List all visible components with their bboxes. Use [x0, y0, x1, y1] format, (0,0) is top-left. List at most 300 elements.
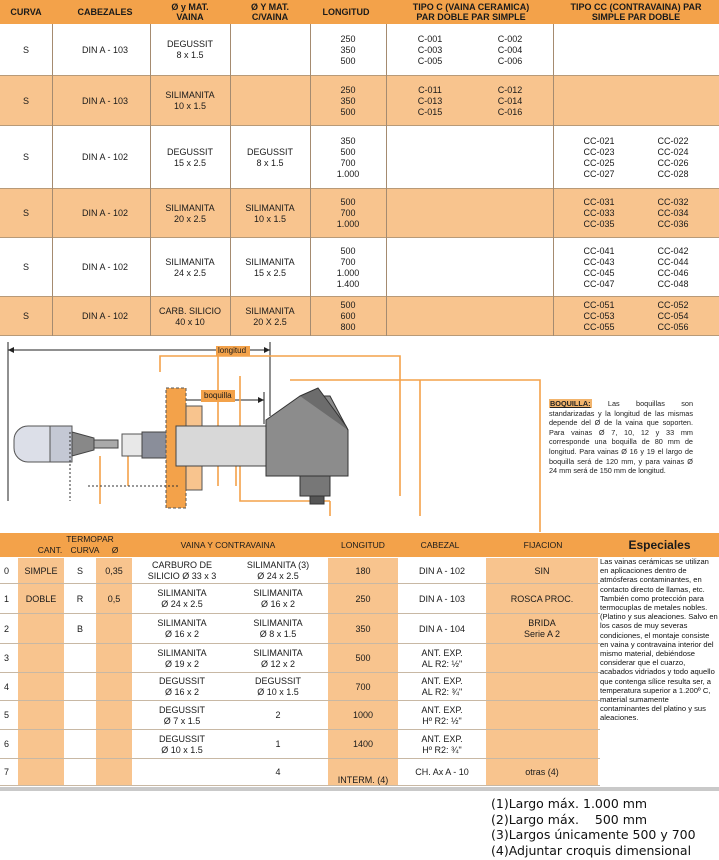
longitud-cell: [310, 238, 386, 297]
tipo-cc-simple-cell-line: CC-047: [583, 278, 615, 289]
footer-band: [0, 787, 719, 791]
longitud-cell-line: 1.000: [336, 168, 360, 179]
diam-cell: [96, 644, 132, 673]
vaina-cell: [150, 297, 230, 336]
longitud-cell-line: 250: [340, 33, 356, 44]
table-row: [0, 701, 600, 730]
note-2: (2)Largo máx. 500 mm: [491, 811, 648, 827]
table-row: [0, 644, 600, 673]
tipo-c-doble-cell: [400, 24, 460, 76]
tipo-c-simple-cell: [480, 24, 540, 76]
longitud-cell-line: 800: [340, 322, 356, 332]
vaina-cell-line: DEGUSSIT: [158, 676, 205, 686]
tipo-cc-simple-cell-line: CC-035: [583, 219, 615, 229]
header-text: PAR DOBLE PAR SIMPLE: [416, 12, 526, 22]
cabezal-cell: [400, 558, 484, 584]
column-divider: [553, 24, 554, 336]
longitud-cell: [310, 126, 386, 189]
cvaina-cell: [230, 24, 310, 76]
table-row: [0, 297, 719, 336]
vaina-cell-line: SILIMANITA: [165, 256, 215, 267]
cabezal-cell: DIN A - 102: [81, 262, 129, 272]
cant-cell: [18, 644, 64, 673]
table-row: [0, 673, 600, 701]
contravaina-cell-line: Ø 24 x 2.5: [257, 571, 299, 581]
tipo-cc-simple-cell-line: CC-033: [583, 208, 615, 218]
cvaina-cell-line: 20 X 2.5: [253, 316, 287, 327]
tipo-cc-doble-cell-line: CC-042: [657, 245, 689, 256]
header-cabezales: CABEZALES: [77, 7, 133, 17]
cant-cell: SIMPLE: [24, 565, 58, 576]
diam-cell: [96, 730, 132, 759]
cabezal-cell-line: ANT. EXP.: [421, 704, 463, 715]
tipo-c-simple-cell: [480, 126, 540, 189]
cabezal-cell: [400, 644, 484, 673]
vaina-cell-line: 8 x 1.5: [176, 50, 204, 60]
diam-cell: [96, 759, 132, 786]
vaina-cell-line: Ø 16 x 2: [164, 687, 200, 697]
header-fijacion: FIJACION: [523, 540, 563, 550]
fijacion-cell-line: BRIDA: [528, 618, 556, 628]
curva-cell: [64, 730, 96, 759]
tipo-c-simple-cell-line: C-016: [497, 106, 523, 117]
tipo-cc-doble-cell: [642, 297, 704, 336]
cant-cell: [18, 759, 64, 786]
contravaina-cell-line: Ø 16 x 2: [260, 599, 296, 609]
curva-cell: S: [22, 152, 29, 162]
table-row: [0, 126, 719, 189]
tipo-cc-simple-cell-line: CC-041: [583, 245, 615, 256]
tipo-cc-simple-cell-line: CC-027: [583, 168, 615, 179]
tipo-cc-simple-cell: [568, 189, 630, 238]
table-row: [0, 76, 719, 126]
tipo-cc-doble-cell-line: CC-054: [657, 311, 689, 321]
tipo-cc-doble-cell-line: CC-026: [657, 157, 689, 168]
vaina-cell: [150, 76, 230, 126]
longitud-cell: 350: [355, 623, 371, 634]
column-divider: [230, 24, 231, 336]
tipo-cc-doble-cell: [642, 24, 704, 76]
longitud-cell-line: 500: [340, 197, 356, 207]
longitud-cell-line: 350: [340, 44, 356, 55]
vaina-cell-line: DEGUSSIT: [166, 39, 213, 49]
longitud-cell: [310, 76, 386, 126]
header-especiales: Especiales: [600, 533, 719, 557]
tipo-cc-doble-cell-line: CC-056: [657, 322, 689, 332]
contravaina-cell-line: SILIMANITA: [253, 647, 303, 658]
tipo-cc-simple-cell-line: CC-021: [583, 135, 615, 146]
curva-cell: [64, 673, 96, 701]
table-row: [0, 759, 600, 786]
longitud-cell: [310, 297, 386, 336]
cabezal-cell: DIN A - 103: [81, 44, 129, 55]
cvaina-cell-line: DEGUSSIT: [246, 146, 293, 157]
cabezal-cell-line: Hº R2: ½": [422, 715, 462, 726]
tipo-cc-doble-cell-line: CC-036: [657, 219, 689, 229]
fijacion-cell: [486, 558, 598, 584]
cabezal-cell: [400, 584, 484, 614]
curva-cell: S: [22, 44, 29, 55]
curva-cell: B: [76, 623, 83, 634]
note-1: (1)Largo máx. 1.000 mm: [491, 796, 648, 811]
tipo-cc-doble-cell-line: CC-044: [657, 256, 689, 267]
header-text: TIPO CC (CONTRAVAINA) PAR: [570, 2, 702, 12]
vaina-cell: [136, 584, 228, 614]
cabezal-cell: [400, 701, 484, 730]
vaina-cell: [150, 189, 230, 238]
contravaina-cell: [230, 614, 326, 644]
tipo-cc-simple-cell: [568, 76, 630, 126]
vaina-cell-line: 10 x 1.5: [173, 101, 207, 111]
vaina-cell: [136, 644, 228, 673]
cabezal-cell: DIN A - 102: [81, 311, 129, 321]
header-text: Ø Y MAT.: [250, 2, 289, 12]
column-divider: [52, 24, 53, 336]
contravaina-cell-line: Ø 10 x 1.5: [257, 687, 299, 697]
tipo-c-simple-cell-line: C-002: [497, 33, 523, 44]
tipo-cc-simple-cell: [568, 297, 630, 336]
header-vaina-contravaina: VAINA Y CONTRAVAINA: [180, 540, 276, 550]
fijacion-cell: [486, 701, 598, 730]
curva-cell: [64, 644, 96, 673]
header-curva: CURVA: [70, 545, 100, 555]
vaina-cell-line: Ø 19 x 2: [164, 658, 200, 669]
cant-cell: DOBLE: [25, 593, 57, 604]
longitud-cell: 1400: [352, 739, 374, 749]
cabezal-cell-line: DIN A - 102: [418, 565, 466, 576]
longitud-cell: 500: [355, 653, 371, 663]
cvaina-cell: [230, 238, 310, 297]
cabezal-cell: [400, 673, 484, 701]
vaina-cell-line: 15 x 2.5: [173, 157, 207, 168]
tipo-cc-doble-cell: [642, 76, 704, 126]
header-curva: CURVA: [10, 7, 42, 17]
tipo-c-doble-cell-line: C-001: [417, 33, 443, 44]
contravaina-cell-line: SILIMANITA: [253, 588, 303, 598]
tipo-c-simple-cell: [480, 297, 540, 336]
vaina-cell: [150, 238, 230, 297]
fijacion-cell: [486, 644, 598, 673]
tipo-c-simple-cell: [480, 76, 540, 126]
column-divider: [150, 24, 151, 336]
vaina-cell: [136, 558, 228, 584]
cabezal-cell: DIN A - 103: [81, 95, 129, 106]
tipo-c-simple-cell-line: C-014: [497, 95, 523, 106]
fijacion-cell-line: SIN: [534, 565, 550, 576]
tipo-cc-simple-cell-line: CC-055: [583, 322, 615, 332]
vaina-cell-line: SILIMANITA: [165, 90, 215, 100]
longitud-cell: 250: [355, 593, 371, 604]
curva-cell: S: [22, 208, 29, 218]
tipo-cc-simple-cell-line: CC-023: [583, 146, 615, 157]
cabezal-cell-line: DIN A - 103: [418, 593, 466, 604]
contravaina-cell: [230, 701, 326, 730]
tipo-cc-simple-cell: [568, 126, 630, 189]
tipo-cc-doble-cell-line: CC-028: [657, 168, 689, 179]
tipo-cc-simple-cell-line: CC-051: [583, 300, 615, 310]
tipo-cc-simple-cell-line: CC-025: [583, 157, 615, 168]
vaina-cell: [150, 126, 230, 189]
cvaina-cell: [230, 297, 310, 336]
longitud-cell: [310, 24, 386, 76]
tipo-c-doble-cell: [400, 76, 460, 126]
fijacion-cell: [486, 673, 598, 701]
row-number-cell: 3: [4, 653, 10, 663]
longitud-cell-line: 350: [340, 95, 356, 106]
cvaina-cell: [230, 76, 310, 126]
header-mat-cvaina: [230, 2, 310, 22]
vaina-cell-line: Ø 24 x 2.5: [161, 599, 203, 609]
tipo-cc-simple-cell-line: CC-053: [583, 311, 615, 321]
contravaina-cell: [230, 644, 326, 673]
tipo-c-simple-cell-line: C-012: [497, 84, 523, 95]
row-number-cell: 5: [4, 710, 10, 720]
tipo-c-doble-cell-line: C-005: [417, 55, 443, 66]
column-divider: [386, 24, 387, 336]
label-longitud: longitud: [218, 346, 247, 355]
tipo-cc-simple-cell: [568, 238, 630, 297]
header-text: TIPO C (VAINA CERAMICA): [412, 2, 530, 12]
longitud-cell: INTERM. (4): [337, 775, 389, 785]
row-number-cell: 7: [4, 767, 10, 777]
header-text: VAINA: [176, 12, 204, 22]
header-diam: Ø: [111, 545, 119, 555]
contravaina-cell-line: 2: [275, 710, 281, 720]
longitud-cell-line: 1.400: [336, 278, 360, 289]
header-longitud: LONGITUD: [322, 7, 370, 17]
tipo-c-doble-cell: [400, 189, 460, 238]
header-tipo-cc: [553, 2, 719, 22]
cvaina-cell-line: 10 x 1.5: [253, 213, 287, 224]
vaina-cell-line: DEGUSSIT: [166, 146, 213, 157]
header-tipo-c: [390, 2, 552, 22]
boquilla-body: Las boquillas son standarizadas y la longitud de las mismas depende del Ø de la vaina que soporten. Para vainas Ø 7, 10, 12 y 33 mm corresponde una boquilla de 80 mm de longitud. Para vainas Ø 16 y 19 el largo de boquilla será de 120 mm, y para vainas Ø 24 mm será de 150 mm de longitud.: [549, 399, 693, 476]
longitud-cell-line: 350: [340, 135, 356, 146]
tipo-c-doble-cell: [400, 238, 460, 297]
contravaina-cell-line: Ø 12 x 2: [260, 658, 296, 669]
tipo-c-simple-cell-line: C-006: [497, 55, 523, 66]
cvaina-cell: [230, 126, 310, 189]
cabezal-cell-line: AL R2: ½": [421, 658, 463, 669]
cabezal-cell: [400, 759, 484, 786]
tipo-cc-simple-cell-line: CC-031: [583, 197, 615, 207]
cabezal-cell-line: DIN A - 104: [418, 623, 466, 634]
fijacion-cell: [486, 730, 598, 759]
contravaina-cell: [230, 759, 326, 786]
header-text: C/VAINA: [251, 12, 289, 22]
tipo-cc-simple-cell: [568, 24, 630, 76]
tipo-c-simple-cell: [480, 189, 540, 238]
cabezal-cell: [400, 730, 484, 759]
cabezal-cell-line: AL R2: ¾": [421, 687, 463, 697]
curva-cell: S: [22, 95, 29, 106]
boquilla-title: BOQUILLA:: [550, 399, 591, 408]
vaina-cell: [150, 24, 230, 76]
tipo-cc-doble-cell: [642, 189, 704, 238]
diam-cell: [96, 673, 132, 701]
tipo-c-doble-cell-line: C-003: [417, 44, 443, 55]
tipo-cc-doble-cell-line: CC-034: [657, 208, 689, 218]
curva-cell: R: [76, 593, 84, 604]
curva-cell: [64, 701, 96, 730]
tipo-cc-doble-cell: [642, 238, 704, 297]
diam-cell: [96, 614, 132, 644]
contravaina-cell-line: DEGUSSIT: [254, 676, 301, 686]
cvaina-cell-line: SILIMANITA: [245, 202, 295, 213]
row-number-cell: 4: [4, 681, 10, 692]
table-row: [0, 24, 719, 76]
contravaina-cell-line: 1: [275, 739, 281, 749]
vaina-cell-line: DEGUSSIT: [158, 733, 205, 744]
cabezal-cell-line: ANT. EXP.: [421, 647, 463, 658]
fijacion-cell: [486, 614, 598, 644]
row-number-cell: 0: [4, 565, 10, 576]
contravaina-cell: [230, 584, 326, 614]
vaina-cell-line: 20 x 2.5: [173, 213, 207, 224]
cabezal-cell-line: ANT. EXP.: [421, 676, 463, 686]
vaina-cell: [136, 614, 228, 644]
curva-cell: S: [22, 311, 29, 321]
note-3: (3)Largos únicamente 500 y 700: [491, 827, 696, 843]
longitud-cell: 700: [355, 681, 371, 692]
header-cant: CANT.: [37, 545, 63, 555]
vaina-cell-line: SILIMANITA: [157, 618, 207, 628]
boquilla-description: [549, 399, 693, 476]
contravaina-cell-line: Ø 8 x 1.5: [259, 629, 297, 639]
vaina-cell-line: CARB. SILICIO: [158, 305, 221, 316]
vaina-cell: [136, 759, 228, 786]
cant-cell: [18, 701, 64, 730]
cant-cell: [18, 730, 64, 759]
table-row: [0, 730, 600, 759]
table-row: [0, 584, 600, 614]
note-4: (4)Adjuntar croquis dimensional: [491, 842, 692, 858]
header-text: SIMPLE PAR DOBLE: [591, 12, 681, 22]
longitud-cell-line: 500: [340, 245, 356, 256]
cvaina-cell-line: SILIMANITA: [245, 256, 295, 267]
longitud-cell-line: 600: [340, 311, 356, 321]
label-boquilla: boquilla: [204, 391, 232, 400]
cabezal-cell-line: CH. Ax A - 10: [415, 767, 469, 777]
vaina-cell-line: CARBURO DE: [151, 560, 212, 570]
longitud-cell-line: 1.000: [336, 267, 360, 278]
longitud-cell: 1000: [352, 710, 374, 720]
cabezal-cell: DIN A - 102: [81, 152, 129, 162]
header-text: Ø y MAT.: [171, 2, 209, 12]
tipo-c-doble-cell-line: C-015: [417, 106, 443, 117]
header-mat-vaina: [150, 2, 230, 22]
longitud-cell-line: 500: [340, 55, 356, 66]
longitud-cell-line: 500: [340, 300, 356, 310]
vaina-cell-line: Ø 7 x 1.5: [163, 715, 201, 726]
especiales-description: Las vainas cerámicas se utilizan en aplicaciones dentro de atmósferas contaminantes, en contacto directo de llamas, etc. También como protección para termocuplas de metales nobles.(Platino y sus aleaciones. Salvo en los casos de muy severas condiciones, el montaje consiste en vaina y contravaina interior del mismo material, debiéndose considerar que el cuarzo, acabados vidriados y todo aquello que contenga sílice resulta ser, a temperatura superior a 1.200º C, material sumamente contaminantes del platino y sus aleaciones.: [600, 557, 718, 723]
cant-cell: [18, 614, 64, 644]
vaina-cell-line: Ø 10 x 1.5: [161, 744, 203, 755]
column-divider: [310, 24, 311, 336]
tipo-cc-doble-cell-line: CC-052: [657, 300, 689, 310]
longitud-cell-line: 500: [340, 106, 356, 117]
notes: [491, 796, 696, 858]
row-number-cell: 2: [4, 623, 10, 634]
vaina-cell-line: Ø 16 x 2: [164, 629, 200, 639]
contravaina-cell-line: SILIMANITA: [253, 618, 303, 628]
tipo-c-doble-cell-line: C-013: [417, 95, 443, 106]
curva-cell: S: [22, 262, 29, 272]
longitud-cell-line: 250: [340, 84, 356, 95]
table-row: [0, 614, 600, 644]
row-divider: [0, 785, 600, 786]
cabezal-cell-line: ANT. EXP.: [421, 733, 463, 744]
longitud-cell-line: 700: [340, 157, 356, 168]
cvaina-cell: [230, 189, 310, 238]
tipo-cc-doble-cell: [642, 126, 704, 189]
longitud-cell-line: 700: [340, 256, 356, 267]
contravaina-cell-line: 4: [275, 767, 281, 777]
tipo-cc-doble-cell-line: CC-022: [657, 135, 689, 146]
vaina-cell-line: DEGUSSIT: [158, 704, 205, 715]
longitud-cell-line: 500: [340, 146, 356, 157]
tipo-cc-simple-cell-line: CC-043: [583, 256, 615, 267]
contravaina-cell: [230, 558, 326, 584]
vaina-cell-line: SILIMANITA: [157, 647, 207, 658]
vaina-cell-line: 40 x 10: [175, 316, 205, 327]
table-row: [0, 189, 719, 238]
tipo-c-doble-cell: [400, 297, 460, 336]
contravaina-cell: [230, 673, 326, 701]
vaina-cell: [136, 673, 228, 701]
contravaina-cell: [230, 730, 326, 759]
longitud-cell: 180: [355, 565, 371, 576]
tipo-c-simple-cell-line: C-004: [497, 44, 523, 55]
fijacion-cell-line: ROSCA PROC.: [510, 593, 574, 604]
longitud-cell-line: 1.000: [336, 219, 360, 229]
cabezal-cell-line: Hº R2: ¾": [422, 744, 462, 755]
fijacion-cell: [486, 584, 598, 614]
cvaina-cell-line: 8 x 1.5: [256, 157, 284, 168]
cvaina-cell-line: SILIMANITA: [245, 305, 295, 316]
tipo-c-simple-cell: [480, 238, 540, 297]
cant-cell: [18, 673, 64, 701]
table-row: [0, 238, 719, 297]
fijacion-cell: [486, 759, 598, 786]
longitud-cell: [310, 189, 386, 238]
contravaina-cell-line: SILIMANITA (3): [246, 560, 310, 570]
tipo-c-doble-cell-line: C-011: [418, 84, 442, 95]
cabezal-cell: [400, 614, 484, 644]
tipo-cc-doble-cell-line: CC-032: [657, 197, 689, 207]
tipo-cc-doble-cell-line: CC-048: [657, 278, 689, 289]
header-termopar: TERMOPAR: [66, 534, 114, 544]
tipo-cc-simple-cell-line: CC-045: [583, 267, 615, 278]
tipo-c-doble-cell: [400, 126, 460, 189]
cabezal-cell: DIN A - 102: [81, 208, 129, 218]
fijacion-cell-line: Serie A 2: [523, 629, 561, 639]
cvaina-cell-line: 15 x 2.5: [253, 267, 287, 278]
diam-cell: [96, 701, 132, 730]
diam-cell: 0,35: [105, 565, 123, 576]
vaina-cell: [136, 730, 228, 759]
vaina-cell-line: SILIMANITA: [165, 202, 215, 213]
fijacion-cell-line: otras (4): [525, 767, 559, 777]
diam-cell: 0,5: [107, 593, 121, 604]
header-cabezal: CABEZAL: [420, 540, 460, 550]
curva-cell: [64, 759, 96, 786]
row-number-cell: 6: [4, 739, 10, 749]
vaina-cell-line: SILIMANITA: [157, 588, 207, 598]
longitud-cell-line: 700: [340, 208, 356, 218]
row-number-cell: 1: [4, 593, 10, 604]
vaina-cell-line: SILICIO Ø 33 x 3: [147, 571, 217, 581]
